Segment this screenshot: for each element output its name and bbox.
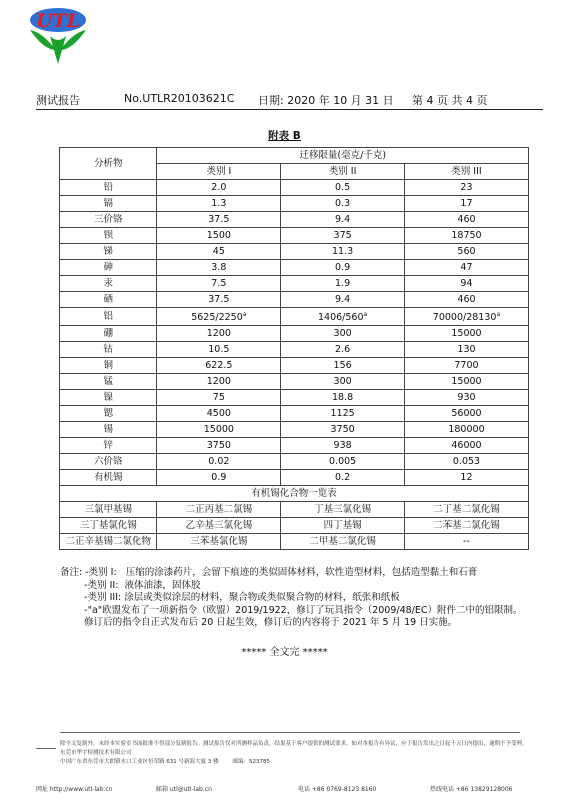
limit-value: [281, 438, 405, 454]
limit-value-text: 938: [333, 439, 352, 451]
limit-value: [404, 244, 528, 260]
limit-value-text: 0.005: [329, 455, 357, 467]
limit-value-text: 15000: [451, 375, 482, 387]
limit-value: [157, 342, 281, 358]
analyte-name: 镉: [60, 196, 157, 212]
organotin-row: [60, 518, 529, 534]
limit-value-text: 23: [460, 181, 473, 193]
analyte-name: 锡: [60, 422, 157, 438]
header-rule: [36, 109, 543, 110]
limit-value-text: 37.5: [208, 213, 230, 225]
limit-value-text: 622.5: [205, 359, 233, 371]
limit-value-text: 0.5: [335, 181, 351, 193]
limit-value-text: 56000: [451, 407, 482, 419]
analyte-name: 锰: [60, 374, 157, 390]
logo-text: UTL: [35, 10, 81, 32]
organotin-compound: 三氯甲基锡: [60, 502, 157, 518]
table-row: [60, 228, 529, 244]
limit-value: [157, 390, 281, 406]
organotin-compound: 乙辛基三氯化锡: [157, 518, 281, 534]
note-line: -类别 II: 液体油漆，固体胶: [60, 579, 201, 591]
limit-value-text: 9.4: [335, 293, 351, 305]
limit-value: [281, 292, 405, 308]
analyte-name: 硒: [60, 292, 157, 308]
limit-value-text: 11.3: [332, 245, 354, 257]
table-row: [60, 276, 529, 292]
limit-value-text: 4500: [206, 407, 231, 419]
limit-value: [157, 406, 281, 422]
limit-value: [281, 326, 405, 342]
contact-email: 邮箱 utl@utl-lab.cn: [156, 786, 212, 793]
limit-value-text: 0.2: [335, 471, 351, 483]
contact-phone: 电话 +86 0769-8123 8160: [298, 786, 377, 793]
limit-value-text: 70000/28130: [432, 312, 497, 324]
limit-value: [404, 422, 528, 438]
analyte-name: 锑: [60, 244, 157, 260]
footer-line: 除全文复制外，未经本实验室书面批准不得部分复制报告。测试报告仅对所测样品负责，结果基于客户提供的测试要求。如对本报告有异议，应于报告发出之日起十五日内提出，逾期不予受理。: [60, 741, 528, 747]
report-header: [36, 92, 549, 106]
organotin-compound: 二丁基二氯化锡: [404, 502, 528, 518]
limit-value: [404, 212, 528, 228]
limit-value-text: 75: [212, 391, 225, 403]
migration-limit-header: 迁移限量(毫克/千克): [157, 148, 529, 164]
limit-value: [281, 470, 405, 486]
note-line: 备注: -类别 I: 压缩的涂漆药片，会留下痕迹的类似固体材料，软性造型材料，包括造型黏土和石膏: [60, 567, 478, 578]
organotin-compound: --: [404, 534, 528, 550]
footer-contact: [36, 784, 536, 792]
limit-value: [157, 308, 281, 326]
table-row: [60, 196, 529, 212]
limit-value: [157, 422, 281, 438]
table-row: [60, 358, 529, 374]
limit-value-text: 2.6: [335, 343, 351, 355]
limit-value: [281, 180, 405, 196]
migration-limit-table: [59, 147, 529, 550]
analyte-name: 钡: [60, 228, 157, 244]
organotin-compound: 二正丙基二氯锡: [157, 502, 281, 518]
limit-value-text: 0.3: [335, 197, 351, 209]
analyte-name: 硼: [60, 326, 157, 342]
limit-value-text: 180000: [448, 423, 485, 435]
organotin-compound: 二甲基二氯化锡: [281, 534, 405, 550]
organotin-row: [60, 502, 529, 518]
organotin-compound: 三丁基氯化锡: [60, 518, 157, 534]
category-header: 类别 III: [404, 164, 528, 180]
limit-value: [281, 454, 405, 470]
limit-value: [157, 276, 281, 292]
limit-value-text: 3750: [330, 423, 355, 435]
limit-value: [281, 260, 405, 276]
table-row: [60, 292, 529, 308]
limit-value: [404, 228, 528, 244]
limit-value: [157, 196, 281, 212]
footnote-marker: a: [496, 311, 501, 318]
footer-disclaimer: [60, 740, 528, 767]
limit-value: [404, 180, 528, 196]
limit-value: [404, 374, 528, 390]
table-row: [60, 374, 529, 390]
limit-value: [281, 374, 405, 390]
analyte-name: 有机锡: [60, 470, 157, 486]
limit-value-text: 300: [333, 327, 352, 339]
analyte-name: 铅: [60, 180, 157, 196]
logo-stem: [50, 36, 66, 64]
limit-value-text: 12: [460, 471, 473, 483]
contact-website: 网址 http://www.utl-lab.cn: [36, 786, 113, 793]
limit-value: [404, 326, 528, 342]
limit-value-text: 930: [457, 391, 476, 403]
limit-value-text: 560: [457, 245, 476, 257]
limit-value-text: 18750: [451, 229, 482, 241]
contact-mobile: 热线电话 +86 13829128006: [430, 786, 513, 793]
table-row: [60, 180, 529, 196]
limit-value-text: 3.8: [211, 261, 227, 273]
table-row: [60, 390, 529, 406]
limit-value-text: 18.8: [332, 391, 354, 403]
organotin-compound: 二正辛基锡二氯化物: [60, 534, 157, 550]
limit-value-text: 0.9: [335, 261, 351, 273]
limit-value: [404, 358, 528, 374]
limit-value: [157, 244, 281, 260]
limit-value: [281, 342, 405, 358]
analyte-name: 铝: [60, 308, 157, 326]
analyte-name: 三价铬: [60, 212, 157, 228]
limit-value: [281, 308, 405, 326]
category-header: 类别 I: [157, 164, 281, 180]
notes: [60, 567, 523, 630]
note-line: -类别 III: 涂层或类似涂层的材料，聚合物或类似聚合物的材料，纸张和纸板: [60, 592, 400, 603]
limit-value: [157, 260, 281, 276]
limit-value: [281, 228, 405, 244]
table-row: [60, 342, 529, 358]
analyte-name: 砷: [60, 260, 157, 276]
limit-value: [157, 180, 281, 196]
limit-value-text: 10.5: [208, 343, 230, 355]
limit-value-text: 0.053: [452, 455, 481, 467]
table-row: [60, 438, 529, 454]
limit-value-text: 0.02: [208, 455, 230, 467]
footnote-marker: a: [363, 311, 368, 318]
page-number: 第 4 页 共 4 页: [412, 94, 488, 107]
limit-value: [281, 212, 405, 228]
limit-value-text: 460: [457, 293, 476, 305]
report-date: 日期: 2020 年 10 月 31 日: [258, 94, 394, 107]
limit-value-text: 1406/560: [318, 312, 364, 324]
table-row: [60, 244, 529, 260]
table-row: [60, 406, 529, 422]
limit-value: [157, 358, 281, 374]
limit-value-text: 0.9: [211, 471, 227, 483]
footer-line: 中国广东省东莞市大朗镇水口工业区恒荣路 631 号新海大厦 3 楼 邮编：523785: [60, 759, 270, 765]
limit-value-text: 3750: [206, 439, 231, 451]
limit-value: [404, 438, 528, 454]
limit-value: [281, 244, 405, 260]
limit-value-text: 9.4: [335, 213, 351, 225]
limit-value-text: 1200: [206, 327, 231, 339]
table-row: [60, 308, 529, 326]
limit-value: [404, 196, 528, 212]
limit-value: [157, 228, 281, 244]
table-header-row: [60, 148, 529, 164]
table-row: [60, 422, 529, 438]
limit-value: [157, 438, 281, 454]
analyte-name: 镍: [60, 390, 157, 406]
limit-value: [157, 374, 281, 390]
utl-logo: [22, 6, 94, 66]
limit-value-text: 1200: [206, 375, 231, 387]
limit-value-text: 15000: [203, 423, 234, 435]
table-row: [60, 454, 529, 470]
limit-value-text: 17: [460, 197, 473, 209]
limit-value: [281, 406, 405, 422]
limit-value-text: 7.5: [211, 277, 227, 289]
limit-value-text: 46000: [451, 439, 482, 451]
organotin-compound: 三苯基氯化锡: [157, 534, 281, 550]
limit-value: [404, 276, 528, 292]
note-line: -"a"欧盟发布了一项新指令（欧盟）2019/1922，修订了玩具指令（2009/48/EC）附件二中的铝限制。: [60, 604, 523, 616]
limit-value: [281, 358, 405, 374]
organotin-compound: 二苯基二氯化锡: [404, 518, 528, 534]
table-row: [60, 326, 529, 342]
category-header: 类别 II: [281, 164, 405, 180]
limit-value-text: 7700: [454, 359, 479, 371]
footer-rule: [60, 732, 520, 733]
table-row: [60, 212, 529, 228]
limit-value-text: 156: [333, 359, 352, 371]
analyte-name: 汞: [60, 276, 157, 292]
limit-value: [157, 470, 281, 486]
annex-title: 附表 B: [268, 130, 301, 142]
limit-value: [157, 454, 281, 470]
limit-value: [157, 212, 281, 228]
analyte-name: 锶: [60, 406, 157, 422]
limit-value: [404, 406, 528, 422]
limit-value-text: 37.5: [208, 293, 230, 305]
limit-value: [281, 422, 405, 438]
limit-value: [157, 292, 281, 308]
limit-value-text: 460: [457, 213, 476, 225]
limit-value: [281, 276, 405, 292]
limit-value-text: 2.0: [211, 181, 227, 193]
limit-value: [281, 390, 405, 406]
limit-value: [281, 196, 405, 212]
limit-value-text: 1.3: [211, 197, 227, 209]
footer-short-rule: [36, 748, 56, 749]
limit-value: [404, 292, 528, 308]
limit-value-text: 5625/2250: [191, 312, 243, 324]
analyte-name: 锌: [60, 438, 157, 454]
report-number: No.UTLR20103621C: [124, 92, 235, 105]
organotin-compound: 丁基三氯化锡: [281, 502, 405, 518]
organotin-title: 有机锡化合物一览表: [60, 486, 529, 502]
analyte-name: 六价铬: [60, 454, 157, 470]
limit-value: [404, 454, 528, 470]
limit-value: [404, 390, 528, 406]
limit-value-text: 1125: [330, 407, 355, 419]
limit-value-text: 45: [212, 245, 225, 257]
limit-value-text: 300: [333, 375, 352, 387]
limit-value-text: 1.9: [335, 277, 351, 289]
analyte-name: 铜: [60, 358, 157, 374]
limit-value: [404, 260, 528, 276]
footnote-marker: a: [242, 311, 247, 318]
note-line: 修订后的指令自正式发布后 20 日起生效，修订后的内容将于 2021 年 5 月 19 日实施。: [60, 617, 458, 628]
table-row: [60, 260, 529, 276]
limit-value-text: 15000: [451, 327, 482, 339]
limit-value-text: 94: [460, 277, 473, 289]
limit-value: [157, 326, 281, 342]
limit-value-text: 47: [460, 261, 473, 273]
limit-value: [404, 470, 528, 486]
report-label: 测试报告: [36, 94, 80, 107]
analyte-name: 钴: [60, 342, 157, 358]
organotin-compound: 四丁基锡: [281, 518, 405, 534]
limit-value: [404, 342, 528, 358]
limit-value-text: 130: [457, 343, 476, 355]
table-row: [60, 470, 529, 486]
limit-value-text: 1500: [206, 229, 231, 241]
end-of-report: ***** 全文完 *****: [241, 647, 328, 658]
limit-value-text: 375: [333, 229, 352, 241]
footer-line: 东莞市华宇检测技术有限公司: [60, 750, 132, 756]
limit-value: [404, 308, 528, 326]
organotin-title-row: [60, 486, 529, 502]
organotin-row: [60, 534, 529, 550]
analyte-header: 分析物: [60, 148, 157, 180]
